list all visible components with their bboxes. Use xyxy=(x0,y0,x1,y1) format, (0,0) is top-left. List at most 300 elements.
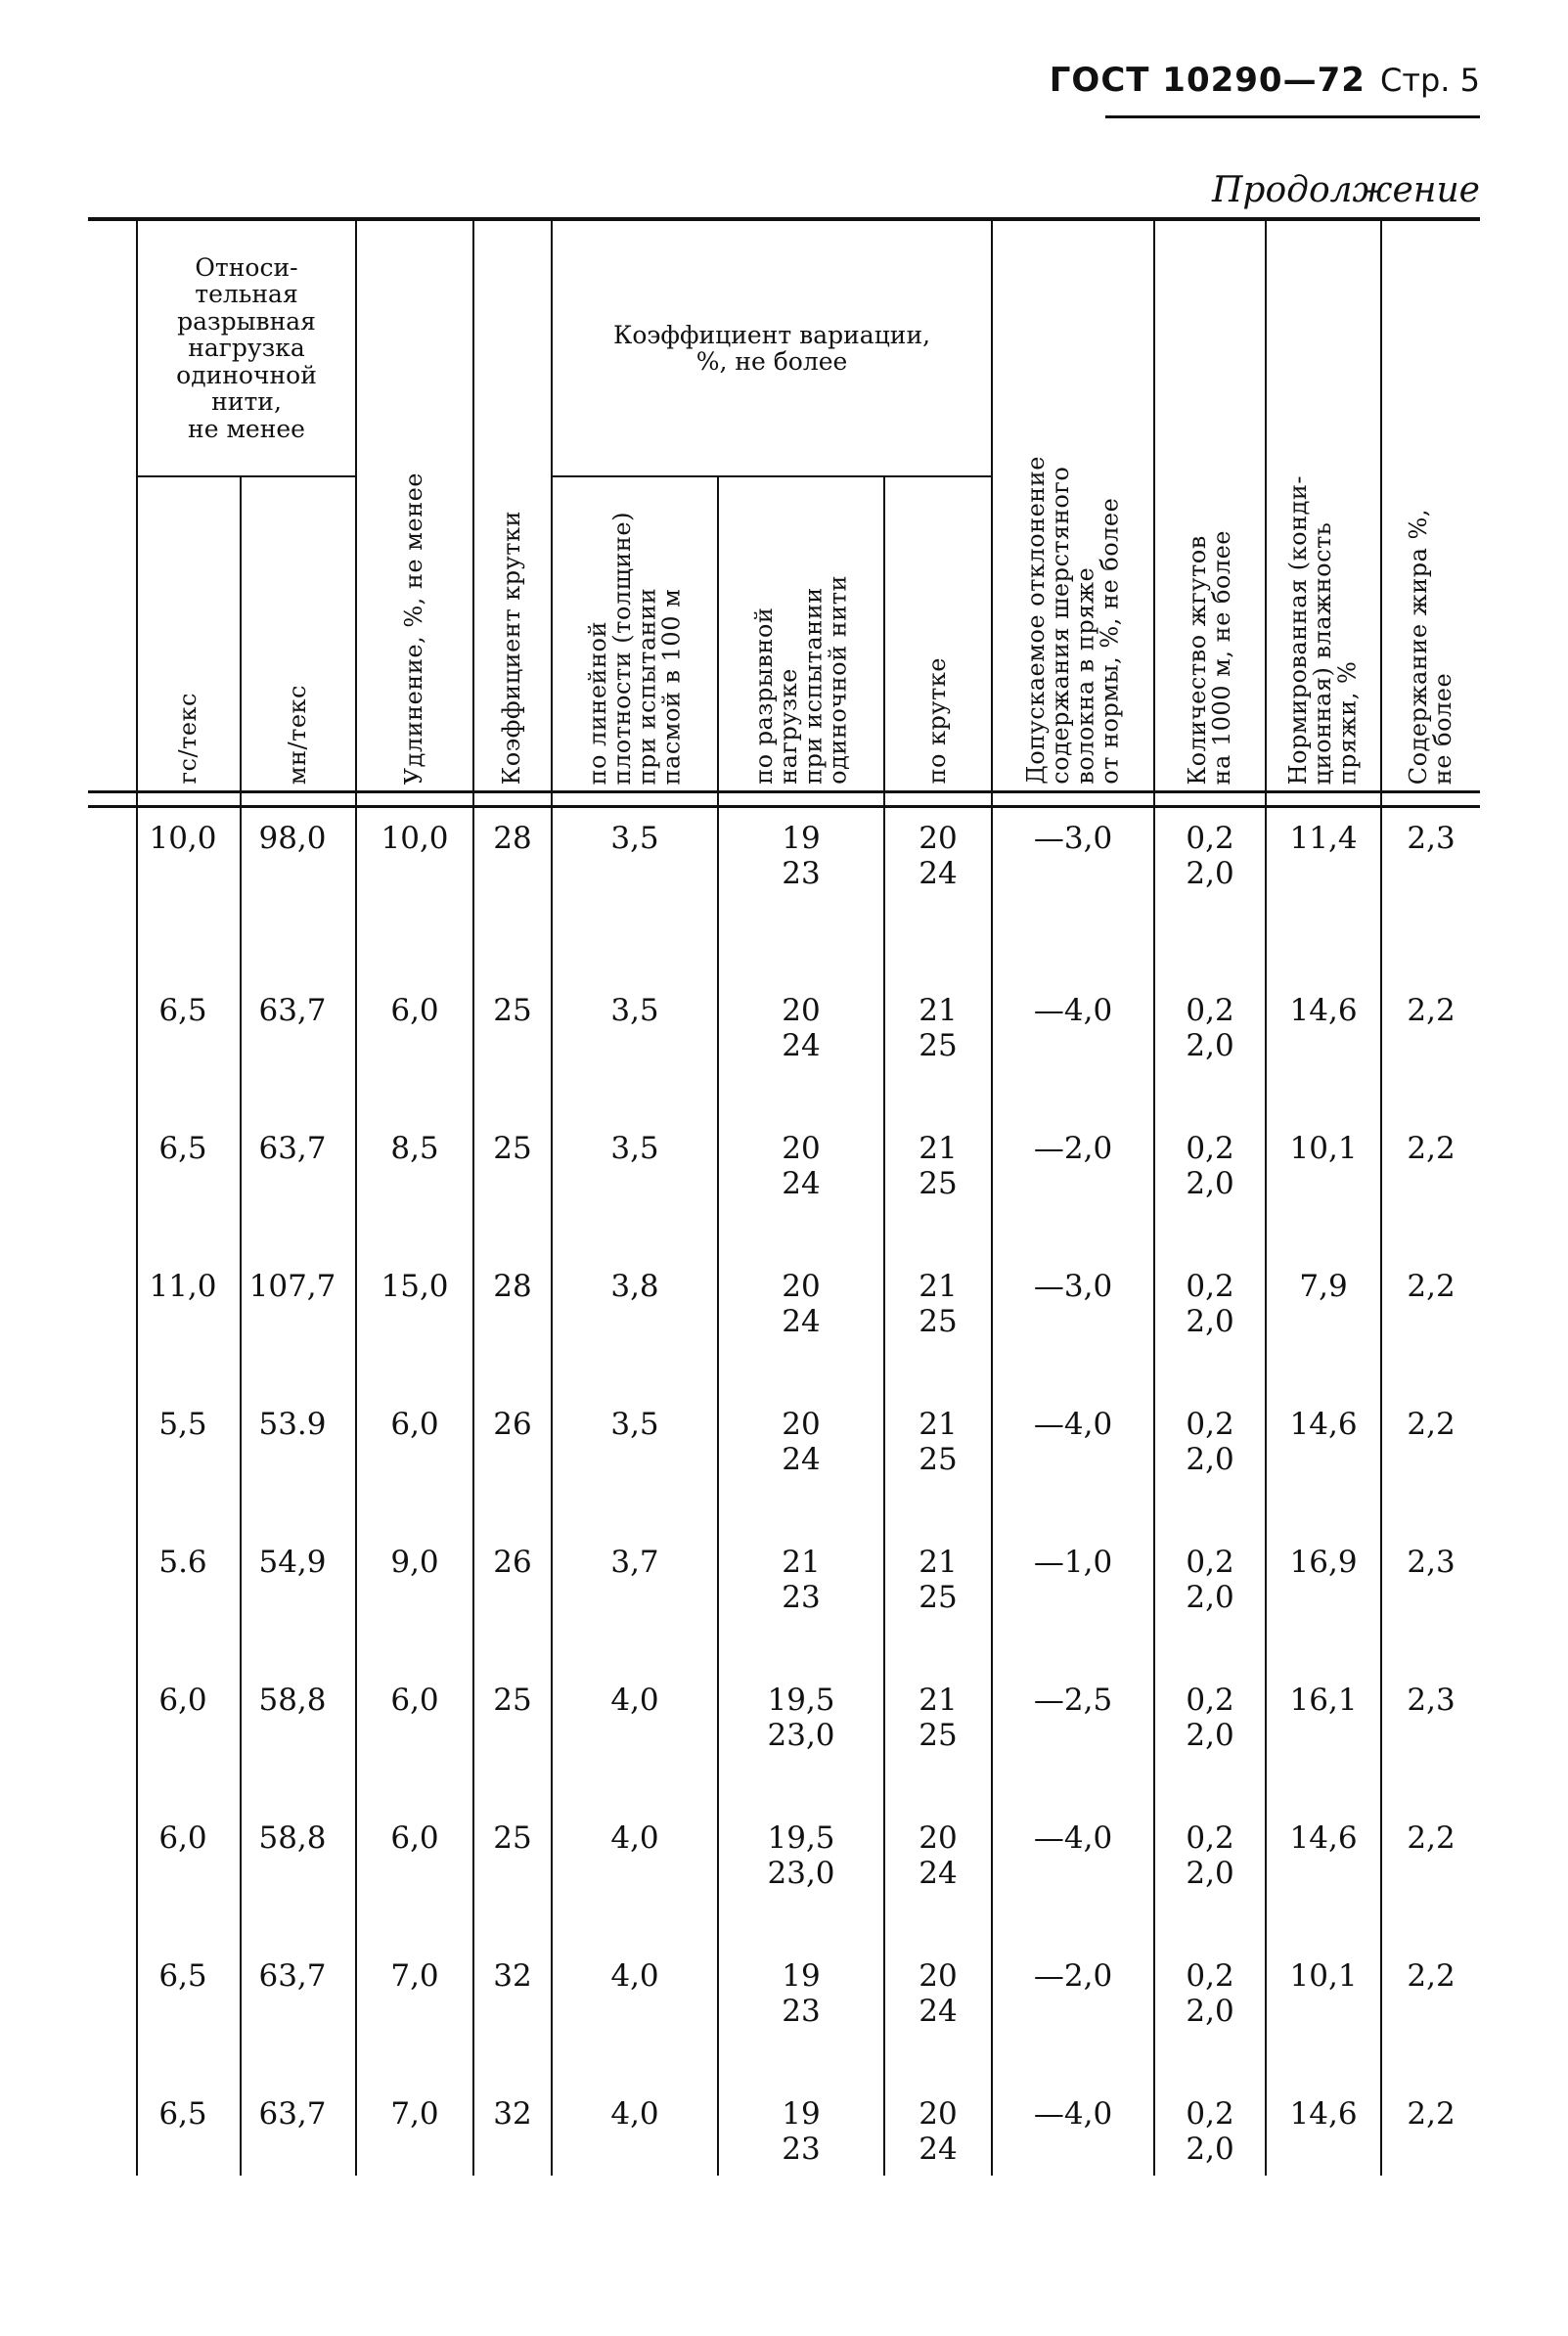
col-header-twist-coef-text: Коэффициент крутки xyxy=(498,510,526,785)
cell-gs-tex xyxy=(137,807,241,981)
cell-moisture xyxy=(1266,1946,1381,2084)
cell-moisture-value: 16,9 xyxy=(1289,1545,1358,1580)
cell-cv-twist-value: 21 xyxy=(918,1269,958,1304)
cell-cv-break xyxy=(718,1946,884,2084)
cell-wool-deviation-value: —3,0 xyxy=(1033,1269,1113,1304)
col-header-gs-tex-text: гс/текс xyxy=(174,693,202,785)
cell-cv-break-value: 19,5 xyxy=(767,1820,835,1856)
cell-cv-break-value: 23,0 xyxy=(767,1855,835,1891)
cell-cv-break xyxy=(718,980,884,1118)
cell-moisture xyxy=(1266,1808,1381,1946)
cell-elongation-value: 6,0 xyxy=(390,993,439,1028)
group-header-cv-text: Коэффициент вариации, %, не более xyxy=(612,320,931,376)
cell-cv-linear-value: 3,7 xyxy=(610,1545,659,1580)
cell-cv-linear xyxy=(552,1256,718,1394)
cell-cv-linear-value: 3,5 xyxy=(610,821,659,856)
cell-moisture-value: 14,6 xyxy=(1289,1407,1358,1442)
cell-cv-twist-value: 24 xyxy=(918,855,958,891)
cell-elongation xyxy=(356,1670,473,1808)
table-row xyxy=(88,1670,1480,1808)
cell-cv-twist-value: 20 xyxy=(918,2096,958,2132)
cell-moisture-value: 14,6 xyxy=(1289,993,1358,1028)
cell-cv-linear xyxy=(552,1532,718,1670)
cell-wool-deviation-value: —2,5 xyxy=(1033,1683,1113,1718)
col-header-cv-break xyxy=(718,476,884,792)
cell-twist-coef xyxy=(473,1946,552,2084)
col-header-cv-linear xyxy=(552,476,718,792)
row-margin-cell xyxy=(88,2084,137,2176)
col-header-wool-deviation xyxy=(992,219,1154,792)
cell-mn-tex-value: 63,7 xyxy=(258,1958,327,1994)
table-row xyxy=(88,807,1480,981)
cell-tows xyxy=(1154,1256,1266,1394)
cell-elongation xyxy=(356,2084,473,2176)
cell-twist-coef-value: 28 xyxy=(493,1269,532,1304)
cell-elongation xyxy=(356,1808,473,1946)
cell-moisture-value: 14,6 xyxy=(1289,1820,1358,1856)
col-header-cv-twist xyxy=(884,476,992,792)
cell-tows-value: 0,2 xyxy=(1186,1545,1234,1580)
cell-cv-break-value: 19 xyxy=(782,1958,821,1994)
cell-cv-break-value: 21 xyxy=(782,1545,821,1580)
cell-wool-deviation-value: —4,0 xyxy=(1033,993,1113,1028)
cell-wool-deviation-value: —2,0 xyxy=(1033,1958,1113,1994)
col-header-fat-text: Содержание жира %, не более xyxy=(1404,508,1457,785)
cell-gs-tex xyxy=(137,1946,241,2084)
cell-twist-coef-value: 25 xyxy=(493,1683,532,1718)
cell-fat-value: 2,3 xyxy=(1407,1545,1456,1580)
table-body xyxy=(88,792,1480,2177)
cell-mn-tex xyxy=(241,807,356,981)
cell-mn-tex-value: 63,7 xyxy=(258,993,327,1028)
cell-cv-linear-value: 3,8 xyxy=(610,1269,659,1304)
table-row xyxy=(88,1532,1480,1670)
table-row xyxy=(88,1256,1480,1394)
cell-tows-value: 0,2 xyxy=(1186,1683,1234,1718)
left-margin-cell xyxy=(88,219,137,792)
cell-cv-twist-value: 24 xyxy=(918,1993,958,2029)
cell-elongation-value: 6,0 xyxy=(390,1683,439,1718)
cell-tows xyxy=(1154,2084,1266,2176)
cell-cv-twist-value: 21 xyxy=(918,1131,958,1166)
cell-cv-twist xyxy=(884,1394,992,1532)
cell-cv-twist xyxy=(884,1946,992,2084)
cell-fat-value: 2,2 xyxy=(1407,1958,1456,1994)
cell-wool-deviation xyxy=(992,1256,1154,1394)
cell-wool-deviation xyxy=(992,2084,1154,2176)
cell-cv-twist-value: 24 xyxy=(918,1855,958,1891)
cell-moisture-value: 10,1 xyxy=(1289,1131,1358,1166)
row-margin-cell xyxy=(88,1532,137,1670)
cell-tows-value: 2,0 xyxy=(1186,1303,1234,1339)
cell-wool-deviation-value: —3,0 xyxy=(1033,821,1113,856)
cell-wool-deviation xyxy=(992,1946,1154,2084)
cell-twist-coef xyxy=(473,2084,552,2176)
cell-elongation-value: 15,0 xyxy=(381,1269,449,1304)
cell-twist-coef-value: 32 xyxy=(493,1958,532,1994)
cell-elongation-value: 7,0 xyxy=(390,1958,439,1994)
cell-twist-coef xyxy=(473,1532,552,1670)
cell-cv-linear-value: 3,5 xyxy=(610,993,659,1028)
cell-elongation-value: 6,0 xyxy=(390,1820,439,1856)
cell-wool-deviation-value: —4,0 xyxy=(1033,1407,1113,1442)
cell-gs-tex xyxy=(137,1394,241,1532)
cell-twist-coef-value: 32 xyxy=(493,2096,532,2132)
gost-number: ГОСТ 10290—72 xyxy=(1049,61,1366,100)
cell-moisture xyxy=(1266,1670,1381,1808)
cell-gs-tex-value: 6,0 xyxy=(158,1683,207,1718)
cell-moisture-value: 11,4 xyxy=(1289,821,1358,856)
cell-cv-break-value: 23 xyxy=(782,1579,821,1615)
cell-cv-twist xyxy=(884,1532,992,1670)
cell-cv-twist xyxy=(884,1256,992,1394)
cell-cv-break-value: 20 xyxy=(782,1269,821,1304)
cell-twist-coef xyxy=(473,1394,552,1532)
cell-moisture xyxy=(1266,2084,1381,2176)
cell-cv-break-value: 23,0 xyxy=(767,1717,835,1753)
cell-fat-value: 2,2 xyxy=(1407,1269,1456,1304)
cell-tows-value: 0,2 xyxy=(1186,1407,1234,1442)
row-margin-cell xyxy=(88,1670,137,1808)
cell-fat xyxy=(1381,1808,1480,1946)
cell-cv-twist xyxy=(884,1118,992,1256)
cell-wool-deviation xyxy=(992,1670,1154,1808)
cell-cv-twist-value: 25 xyxy=(918,1027,958,1063)
spec-table xyxy=(88,217,1480,2176)
cell-fat-value: 2,2 xyxy=(1407,2096,1456,2132)
cell-cv-linear xyxy=(552,2084,718,2176)
cell-cv-linear-value: 4,0 xyxy=(610,2096,659,2132)
cell-cv-linear-value: 3,5 xyxy=(610,1131,659,1166)
cell-wool-deviation xyxy=(992,1118,1154,1256)
cell-cv-break xyxy=(718,807,884,981)
col-header-elongation-text: Удлинение, %, не менее xyxy=(400,472,428,785)
cell-wool-deviation xyxy=(992,980,1154,1118)
cell-mn-tex xyxy=(241,980,356,1118)
cell-cv-linear-value: 4,0 xyxy=(610,1683,659,1718)
col-header-moisture xyxy=(1266,219,1381,792)
row-margin-cell xyxy=(88,1394,137,1532)
cell-cv-twist xyxy=(884,807,992,981)
cell-cv-break-value: 24 xyxy=(782,1441,821,1477)
table-row xyxy=(88,1394,1480,1532)
cell-cv-linear-value: 4,0 xyxy=(610,1820,659,1856)
cell-cv-linear xyxy=(552,1946,718,2084)
cell-cv-break-value: 23 xyxy=(782,1993,821,2029)
cell-tows-value: 0,2 xyxy=(1186,1820,1234,1856)
cell-tows-value: 0,2 xyxy=(1186,1131,1234,1166)
cell-twist-coef-value: 26 xyxy=(493,1407,532,1442)
cell-wool-deviation-value: —4,0 xyxy=(1033,1820,1113,1856)
cell-gs-tex-value: 6,0 xyxy=(158,1820,207,1856)
cell-gs-tex xyxy=(137,1670,241,1808)
cell-gs-tex xyxy=(137,1256,241,1394)
table-row xyxy=(88,1118,1480,1256)
cell-cv-break-value: 23 xyxy=(782,2131,821,2167)
cell-mn-tex-value: 107,7 xyxy=(248,1269,336,1304)
cell-elongation-value: 7,0 xyxy=(390,2096,439,2132)
cell-mn-tex-value: 63,7 xyxy=(258,2096,327,2132)
cell-cv-linear xyxy=(552,1394,718,1532)
group-header-load xyxy=(137,219,356,476)
group-header-cv xyxy=(552,219,992,476)
col-header-twist-coef xyxy=(473,219,552,792)
cell-cv-break-value: 24 xyxy=(782,1027,821,1063)
cell-cv-linear xyxy=(552,807,718,981)
row-margin-cell xyxy=(88,807,137,981)
cell-tows xyxy=(1154,1946,1266,2084)
col-header-tows-text: Количество жгутов на 1000 м, не более xyxy=(1183,529,1236,785)
cell-fat xyxy=(1381,2084,1480,2176)
cell-elongation xyxy=(356,1394,473,1532)
cell-fat xyxy=(1381,1946,1480,2084)
cell-elongation xyxy=(356,1532,473,1670)
cell-cv-break-value: 19,5 xyxy=(767,1683,835,1718)
table-row xyxy=(88,2084,1480,2176)
cell-fat xyxy=(1381,1118,1480,1256)
cell-moisture xyxy=(1266,1256,1381,1394)
cell-cv-twist-value: 25 xyxy=(918,1717,958,1753)
cell-gs-tex xyxy=(137,1532,241,1670)
cell-elongation xyxy=(356,807,473,981)
cell-mn-tex xyxy=(241,1532,356,1670)
cell-tows-value: 2,0 xyxy=(1186,1855,1234,1891)
cell-fat-value: 2,2 xyxy=(1407,1131,1456,1166)
cell-tows-value: 0,2 xyxy=(1186,993,1234,1028)
cell-moisture-value: 10,1 xyxy=(1289,1958,1358,1994)
cell-twist-coef-value: 25 xyxy=(493,1820,532,1856)
cell-fat-value: 2,3 xyxy=(1407,821,1456,856)
cell-moisture xyxy=(1266,1394,1381,1532)
cell-cv-break-value: 24 xyxy=(782,1165,821,1201)
cell-moisture-value: 16,1 xyxy=(1289,1683,1358,1718)
cell-twist-coef xyxy=(473,1118,552,1256)
cell-tows-value: 2,0 xyxy=(1186,855,1234,891)
cell-elongation-value: 9,0 xyxy=(390,1545,439,1580)
row-margin-cell xyxy=(88,1256,137,1394)
cell-gs-tex-value: 5.6 xyxy=(158,1545,207,1580)
table-row xyxy=(88,980,1480,1118)
cell-cv-break-value: 20 xyxy=(782,993,821,1028)
cell-gs-tex-value: 6,5 xyxy=(158,1131,207,1166)
cell-cv-twist-value: 25 xyxy=(918,1303,958,1339)
cell-cv-linear-value: 3,5 xyxy=(610,1407,659,1442)
cell-fat xyxy=(1381,807,1480,981)
cell-cv-break xyxy=(718,2084,884,2176)
cell-cv-twist-value: 25 xyxy=(918,1579,958,1615)
cell-elongation-value: 8,5 xyxy=(390,1131,439,1166)
cell-tows-value: 0,2 xyxy=(1186,1269,1234,1304)
cell-cv-break-value: 20 xyxy=(782,1407,821,1442)
cell-elongation xyxy=(356,1118,473,1256)
col-header-cv-twist-text: по крутке xyxy=(923,657,952,785)
cell-cv-twist xyxy=(884,980,992,1118)
cell-twist-coef-value: 28 xyxy=(493,821,532,856)
cell-fat-value: 2,3 xyxy=(1407,1683,1456,1718)
continuation-label: Продолжение xyxy=(1212,170,1480,210)
cell-wool-deviation-value: —2,0 xyxy=(1033,1131,1113,1166)
row-margin-cell xyxy=(88,980,137,1118)
cell-fat-value: 2,2 xyxy=(1407,993,1456,1028)
cell-mn-tex-value: 58,8 xyxy=(258,1820,327,1856)
col-header-cv-break-text: по разрывной нагрузке при испытании одиночной нити xyxy=(749,575,852,785)
cell-gs-tex xyxy=(137,980,241,1118)
cell-elongation xyxy=(356,980,473,1118)
cell-cv-twist-value: 21 xyxy=(918,993,958,1028)
page-number: Стр. 5 xyxy=(1380,62,1480,99)
cell-fat xyxy=(1381,1670,1480,1808)
cell-mn-tex xyxy=(241,1394,356,1532)
cell-tows-value: 2,0 xyxy=(1186,1717,1234,1753)
cell-gs-tex xyxy=(137,1118,241,1256)
cell-fat xyxy=(1381,1532,1480,1670)
cell-moisture-value: 14,6 xyxy=(1289,2096,1358,2132)
cell-cv-twist-value: 21 xyxy=(918,1407,958,1442)
cell-tows-value: 2,0 xyxy=(1186,1027,1234,1063)
cell-cv-twist xyxy=(884,2084,992,2176)
col-header-moisture-text: Нормированная (конди- ционная) влажность пряжи, % xyxy=(1284,474,1362,785)
cell-gs-tex-value: 11,0 xyxy=(149,1269,217,1304)
cell-cv-twist-value: 20 xyxy=(918,1820,958,1856)
cell-wool-deviation xyxy=(992,1394,1154,1532)
cell-cv-break xyxy=(718,1532,884,1670)
cell-cv-twist-value: 21 xyxy=(918,1545,958,1580)
cell-mn-tex-value: 54,9 xyxy=(258,1545,327,1580)
cell-moisture-value: 7,9 xyxy=(1299,1269,1348,1304)
cell-mn-tex xyxy=(241,1670,356,1808)
cell-mn-tex xyxy=(241,2084,356,2176)
cell-cv-linear xyxy=(552,1670,718,1808)
cell-cv-twist-value: 20 xyxy=(918,1958,958,1994)
cell-cv-break xyxy=(718,1256,884,1394)
cell-gs-tex-value: 6,5 xyxy=(158,993,207,1028)
cell-moisture xyxy=(1266,1118,1381,1256)
cell-elongation-value: 10,0 xyxy=(381,821,449,856)
cell-cv-linear xyxy=(552,1118,718,1256)
table-row xyxy=(88,1946,1480,2084)
header-separator xyxy=(88,792,1480,807)
cell-tows xyxy=(1154,1808,1266,1946)
cell-cv-twist-value: 24 xyxy=(918,2131,958,2167)
cell-tows-value: 2,0 xyxy=(1186,2131,1234,2167)
cell-tows-value: 2,0 xyxy=(1186,1579,1234,1615)
cell-fat xyxy=(1381,1394,1480,1532)
cell-cv-twist-value: 21 xyxy=(918,1683,958,1718)
cell-wool-deviation xyxy=(992,1532,1154,1670)
cell-cv-break-value: 19 xyxy=(782,2096,821,2132)
cell-cv-twist-value: 25 xyxy=(918,1441,958,1477)
cell-tows xyxy=(1154,980,1266,1118)
cell-cv-break-value: 19 xyxy=(782,821,821,856)
col-header-wool-deviation-text: Допускаемое отклонение содержания шерстяного волокна в пряже от нормы, %, не более xyxy=(1021,456,1124,785)
header-rule xyxy=(1105,115,1480,118)
cell-cv-twist-value: 20 xyxy=(918,821,958,856)
cell-mn-tex-value: 58,8 xyxy=(258,1683,327,1718)
cell-moisture xyxy=(1266,807,1381,981)
cell-fat xyxy=(1381,980,1480,1118)
cell-tows xyxy=(1154,1394,1266,1532)
cell-wool-deviation xyxy=(992,1808,1154,1946)
cell-elongation xyxy=(356,1946,473,2084)
cell-cv-break-value: 23 xyxy=(782,855,821,891)
cell-cv-twist-value: 25 xyxy=(918,1165,958,1201)
cell-tows xyxy=(1154,1532,1266,1670)
cell-twist-coef-value: 26 xyxy=(493,1545,532,1580)
cell-mn-tex xyxy=(241,1808,356,1946)
col-header-fat xyxy=(1381,219,1480,792)
cell-tows xyxy=(1154,1118,1266,1256)
cell-fat-value: 2,2 xyxy=(1407,1407,1456,1442)
cell-cv-break xyxy=(718,1808,884,1946)
cell-tows xyxy=(1154,1670,1266,1808)
cell-tows-value: 2,0 xyxy=(1186,1165,1234,1201)
cell-twist-coef xyxy=(473,807,552,981)
cell-cv-break xyxy=(718,1118,884,1256)
cell-twist-coef xyxy=(473,1670,552,1808)
col-header-gs-tex xyxy=(137,476,241,792)
cell-twist-coef-value: 25 xyxy=(493,1131,532,1166)
cell-moisture xyxy=(1266,980,1381,1118)
cell-moisture xyxy=(1266,1532,1381,1670)
row-margin-cell xyxy=(88,1808,137,1946)
table-row xyxy=(88,1808,1480,1946)
cell-twist-coef xyxy=(473,980,552,1118)
cell-mn-tex xyxy=(241,1118,356,1256)
cell-cv-linear-value: 4,0 xyxy=(610,1958,659,1994)
cell-twist-coef xyxy=(473,1256,552,1394)
cell-gs-tex-value: 6,5 xyxy=(158,2096,207,2132)
cell-gs-tex-value: 10,0 xyxy=(149,821,217,856)
cell-cv-linear xyxy=(552,1808,718,1946)
cell-tows-value: 0,2 xyxy=(1186,2096,1234,2132)
cell-cv-break xyxy=(718,1394,884,1532)
cell-tows-value: 0,2 xyxy=(1186,821,1234,856)
cell-gs-tex xyxy=(137,2084,241,2176)
cell-gs-tex xyxy=(137,1808,241,1946)
cell-mn-tex xyxy=(241,1946,356,2084)
cell-cv-break-value: 24 xyxy=(782,1303,821,1339)
cell-mn-tex-value: 63,7 xyxy=(258,1131,327,1166)
col-header-tows xyxy=(1154,219,1266,792)
cell-gs-tex-value: 6,5 xyxy=(158,1958,207,1994)
cell-elongation xyxy=(356,1256,473,1394)
cell-tows-value: 2,0 xyxy=(1186,1441,1234,1477)
cell-cv-linear xyxy=(552,980,718,1118)
cell-twist-coef xyxy=(473,1808,552,1946)
cell-wool-deviation xyxy=(992,807,1154,981)
cell-cv-twist xyxy=(884,1670,992,1808)
cell-cv-twist xyxy=(884,1808,992,1946)
cell-elongation-value: 6,0 xyxy=(390,1407,439,1442)
cell-mn-tex-value: 53.9 xyxy=(258,1407,327,1442)
cell-cv-break-value: 20 xyxy=(782,1131,821,1166)
row-margin-cell xyxy=(88,1118,137,1256)
col-header-cv-linear-text: по линейной плотности (толщине) при испытании пасмой в 100 м xyxy=(583,511,686,785)
cell-tows-value: 2,0 xyxy=(1186,1993,1234,2029)
cell-fat xyxy=(1381,1256,1480,1394)
col-header-elongation xyxy=(356,219,473,792)
group-header-load-text: Относи- тельная разрывная нагрузка одиночной нити, не менее xyxy=(176,252,317,443)
col-header-mn-tex xyxy=(241,476,356,792)
cell-mn-tex xyxy=(241,1256,356,1394)
cell-cv-break xyxy=(718,1670,884,1808)
cell-tows xyxy=(1154,807,1266,981)
col-header-mn-tex-text: мн/текс xyxy=(284,684,312,785)
cell-fat-value: 2,2 xyxy=(1407,1820,1456,1856)
cell-mn-tex-value: 98,0 xyxy=(258,821,327,856)
cell-wool-deviation-value: —4,0 xyxy=(1033,2096,1113,2132)
page-header xyxy=(1050,61,1480,100)
